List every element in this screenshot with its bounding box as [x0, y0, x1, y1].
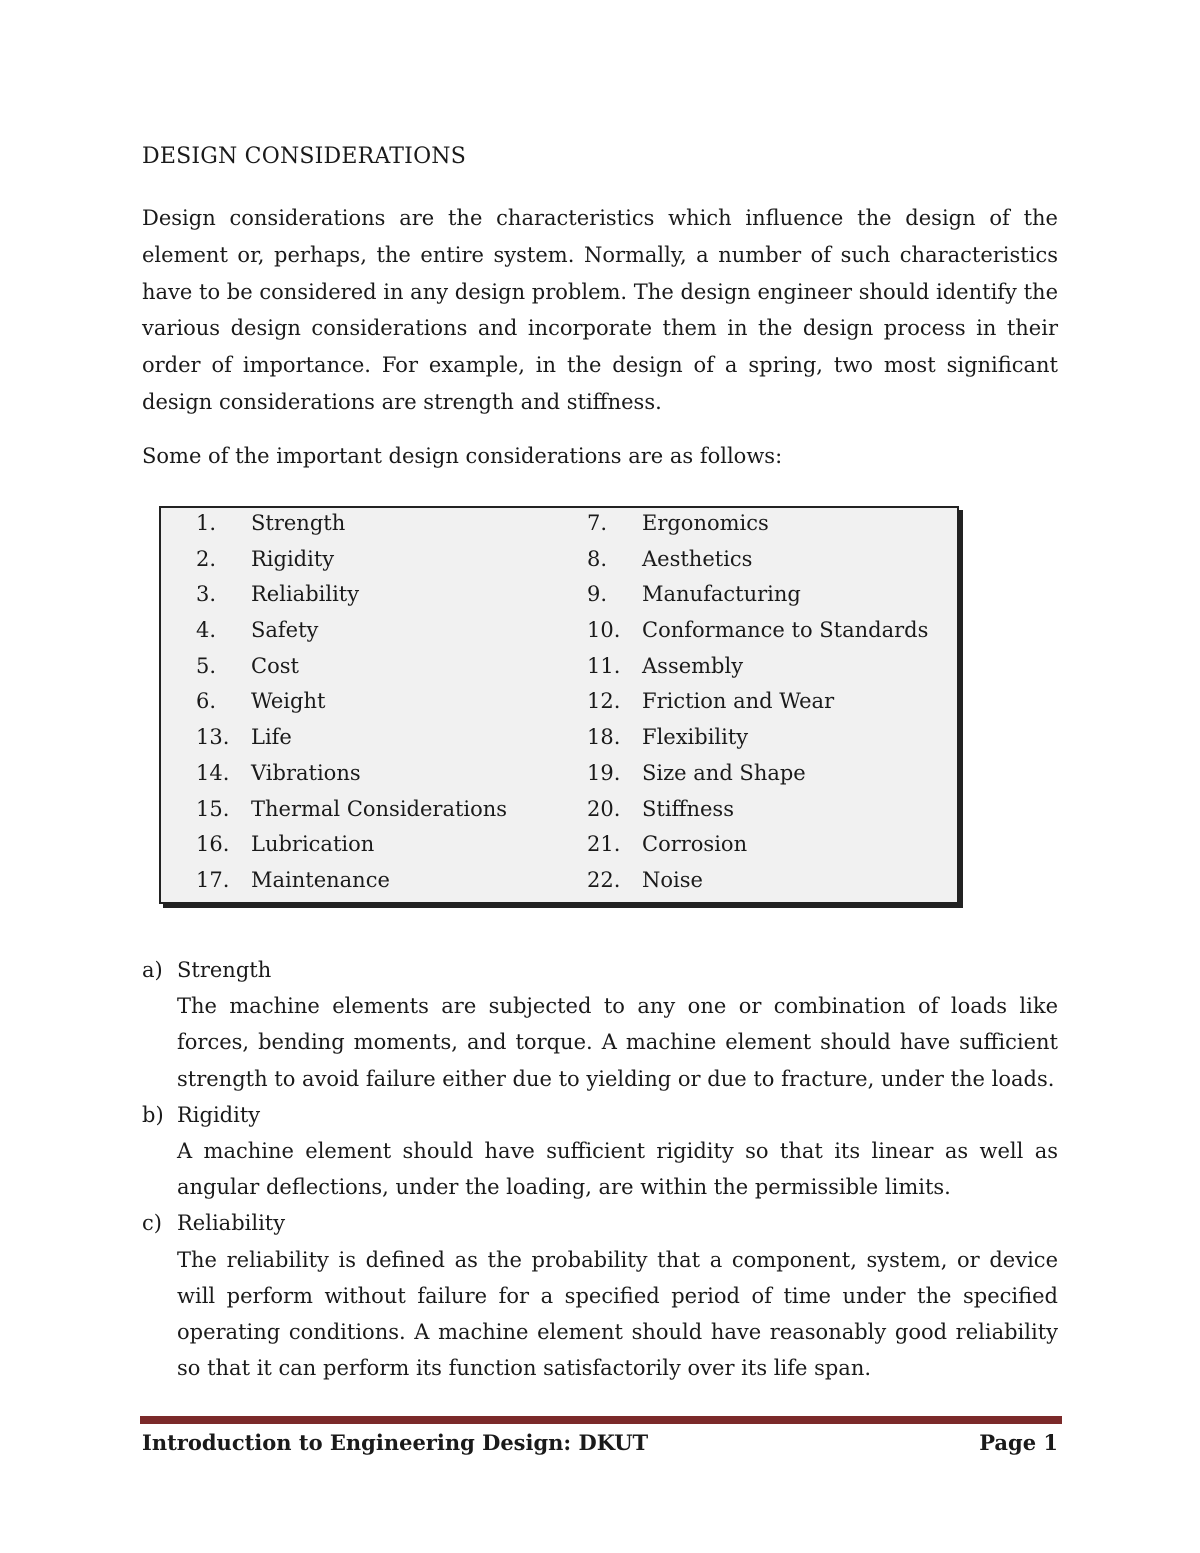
list-item — [196, 829, 507, 865]
item-label: Manufacturing — [642, 582, 801, 607]
item-number: 19. — [587, 760, 621, 785]
list-item — [587, 794, 928, 830]
item-number: 22. — [587, 867, 621, 892]
item-label: Lubrication — [251, 832, 375, 857]
footer-course-title: Introduction to Engineering Design: DKUT — [142, 1430, 649, 1455]
item-number: 16. — [196, 832, 230, 857]
item-label: Ergonomics — [642, 511, 769, 535]
item-label: Vibrations — [251, 760, 361, 785]
item-number: 4. — [196, 618, 217, 643]
section-letter: b) — [142, 1102, 164, 1127]
list-item — [587, 686, 928, 722]
section-body: A machine element should have sufficient rigidity so that its linear as well as angular deflections, under the loading, are within the permissible limits. — [177, 1139, 1058, 1200]
item-label: Friction and Wear — [642, 689, 835, 714]
list-lead-text: Some of the important design considerations are as follows: — [142, 444, 783, 468]
item-label: Aesthetics — [642, 546, 753, 571]
list-item — [587, 651, 928, 687]
list-item — [196, 758, 507, 794]
page-footer — [142, 1430, 1058, 1455]
item-label: Assembly — [642, 653, 744, 678]
item-number: 17. — [196, 867, 230, 892]
list-item — [196, 722, 507, 758]
item-label: Noise — [642, 867, 703, 892]
considerations-sections — [142, 952, 1058, 1386]
section-letter: a) — [142, 958, 163, 982]
item-number: 3. — [196, 582, 217, 607]
item-label: Corrosion — [642, 832, 748, 857]
list-item — [196, 865, 507, 901]
item-number: 5. — [196, 653, 217, 678]
item-label: Stiffness — [642, 796, 734, 821]
item-number: 14. — [196, 760, 230, 785]
list-item — [587, 508, 928, 544]
section-body: The reliability is defined as the probability that a component, system, or device will perform without failure for a specified period of time under the specified operating conditions. A machine element should have reasonably good reliability so that it can perform its function satisfactorily over its life span. — [177, 1247, 1058, 1381]
item-number: 9. — [587, 582, 608, 607]
list-item — [196, 794, 507, 830]
item-label: Safety — [251, 618, 319, 643]
list-item — [196, 508, 507, 544]
item-label: Flexibility — [642, 725, 749, 750]
item-number: 11. — [587, 653, 621, 678]
list-item — [587, 579, 928, 615]
item-number: 18. — [587, 725, 621, 750]
section-heading — [142, 1097, 1058, 1133]
list-item — [196, 651, 507, 687]
item-number: 6. — [196, 689, 217, 714]
item-number: 10. — [587, 618, 621, 643]
item-number: 2. — [196, 546, 217, 571]
item-label: Life — [251, 725, 292, 750]
section-body: The machine elements are subjected to any one or combination of loads like forces, bending moments, and torque. A machine element should have sufficient strength to avoid failure either due to yielding or due to fracture, under the loads. — [177, 994, 1058, 1091]
list-item — [196, 686, 507, 722]
item-label: Conformance to Standards — [642, 618, 929, 643]
item-label: Weight — [251, 689, 326, 714]
item-label: Cost — [251, 653, 299, 678]
item-number: 1. — [196, 511, 217, 535]
intro-paragraph: Design considerations are the characteristics which influence the design of the element or, perhaps, the entire system. Normally, a number of such characteristics have to be considered in any design problem. The design engineer should identify the various design considerations and incorporate them in the design process in their order of importance. For example, in the design of a spring, two most significant design considerations are strength and stiffness. — [142, 206, 1058, 414]
item-label: Thermal Considerations — [251, 796, 508, 821]
item-number: 13. — [196, 725, 230, 750]
item-number: 15. — [196, 796, 230, 821]
section-heading — [142, 952, 1058, 988]
list-item — [587, 829, 928, 865]
list-item — [587, 544, 928, 580]
page-number: Page 1 — [979, 1430, 1058, 1455]
item-number: 12. — [587, 689, 621, 714]
considerations-box — [159, 506, 959, 904]
item-label: Reliability — [251, 582, 360, 607]
list-item — [587, 615, 928, 651]
considerations-list-right — [587, 508, 928, 901]
list-item — [587, 722, 928, 758]
list-item — [587, 758, 928, 794]
section-title: Strength — [177, 958, 272, 982]
item-number: 7. — [587, 511, 608, 535]
list-item — [196, 615, 507, 651]
item-number: 8. — [587, 546, 608, 571]
item-label: Strength — [251, 511, 346, 535]
section-title: Rigidity — [177, 1102, 261, 1127]
item-label: Rigidity — [251, 546, 335, 571]
list-item — [196, 579, 507, 615]
footer-divider — [140, 1416, 1062, 1424]
page-title: DESIGN CONSIDERATIONS — [142, 144, 467, 169]
considerations-list-left — [196, 508, 507, 901]
item-label: Size and Shape — [642, 760, 806, 785]
section-letter: c) — [142, 1211, 162, 1236]
list-item — [587, 865, 928, 901]
item-number: 20. — [587, 796, 621, 821]
item-label: Maintenance — [251, 867, 390, 892]
list-item — [196, 544, 507, 580]
section-heading — [142, 1205, 1058, 1241]
item-number: 21. — [587, 832, 621, 857]
section-title: Reliability — [177, 1211, 286, 1236]
